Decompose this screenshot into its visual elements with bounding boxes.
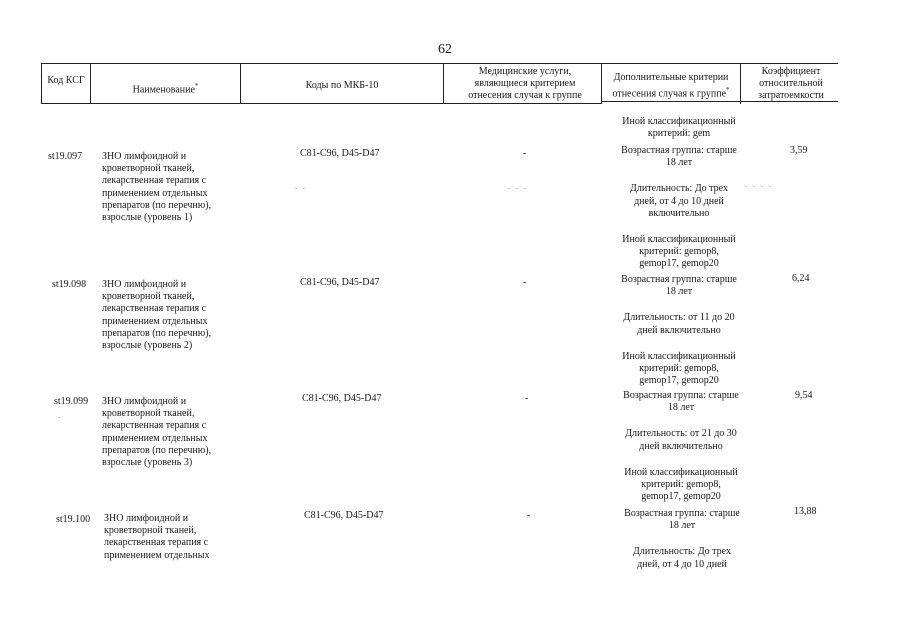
row-mkb: C81-C96, D45-D47 (304, 510, 384, 521)
header-divider (601, 63, 602, 104)
row-coefficient: 6,24 (792, 273, 810, 284)
carryover-criteria: Иной классификационный критерий: gem (622, 116, 736, 140)
row-mkb: C81-C96, D45-D47 (300, 277, 380, 288)
row-services: - (523, 148, 527, 159)
header-top-border (41, 63, 838, 64)
row-name: ЗНО лимфоидной и кроветворной тканей, лекарственная терапия с применением отдельных препаратов (по перечню), взрослые (уровень 2) (102, 279, 212, 352)
scan-artifact: . . (295, 182, 307, 191)
row-name: ЗНО лимфоидной и кроветворной тканей, лекарственная терапия с применением отдельных (104, 513, 210, 561)
row-mkb: C81-C96, D45-D47 (302, 393, 382, 404)
row-services: - (525, 393, 529, 404)
row-code: st19.100 (56, 514, 91, 525)
row-name: ЗНО лимфоидной и кроветворной тканей, лекарственная терапия с применением отдельных препаратов (по перечню), взрослые (уровень 3) (102, 396, 212, 469)
row-criteria: Возрастная группа: старше 18 лет Длительность: До трех дней, от 4 до 10 дней (624, 508, 740, 570)
row-services: - (527, 510, 531, 521)
row-coefficient: 3,59 (790, 145, 808, 156)
row-coefficient: 13,88 (794, 506, 817, 517)
scan-artifact: . . . (508, 182, 528, 191)
row-code: st19.097 (48, 151, 83, 162)
row-criteria: Возрастная группа: старше 18 лет Длительность: До трех дней, от 4 до 10 дней включительно Иной классификационный критерий: gemop8, gemop17, gemop20 (621, 145, 737, 270)
row-services: - (523, 277, 527, 288)
row-criteria: Возрастная группа: старше 18 лет Длительность: от 11 до 20 дней включительно Иной классификационный критерий: gemop8, gemop17, gemop20 (621, 274, 737, 387)
scan-artifact: . (58, 411, 62, 420)
page-number: 62 (438, 42, 452, 57)
row-name: ЗНО лимфоидной и кроветворной тканей, лекарственная терапия с применением отдельных препаратов (по перечню), взрослые (уровень 1) (102, 151, 212, 224)
header-bottom-border (41, 103, 601, 104)
header-mkb: Коды по МКБ-10 (305, 80, 379, 91)
header-coefficient: Коэффициент относительной затратоемкости (758, 66, 824, 101)
row-code: st19.099 (54, 396, 89, 407)
row-coefficient: 9,54 (795, 390, 813, 401)
header-divider (740, 63, 741, 104)
row-code: st19.098 (52, 279, 87, 290)
header-divider (443, 63, 444, 104)
row-mkb: C81-C96, D45-D47 (300, 148, 380, 159)
row-criteria: Возрастная группа: старше 18 лет Длительность: от 21 до 30 дней включительно Иной классификационный критерий: gemop8, gemop17, gemop20 (623, 390, 739, 503)
header-code: Код КСГ (47, 75, 85, 86)
header-services: Медицинские услуги, являющиеся критерием отнесения случая к группе (468, 66, 582, 101)
header-name: Наименование* (132, 82, 199, 96)
header-extra-criteria: Дополнительные критерии отнесения случая к группе* (612, 72, 730, 100)
scan-artifact: . . . . (745, 180, 773, 189)
